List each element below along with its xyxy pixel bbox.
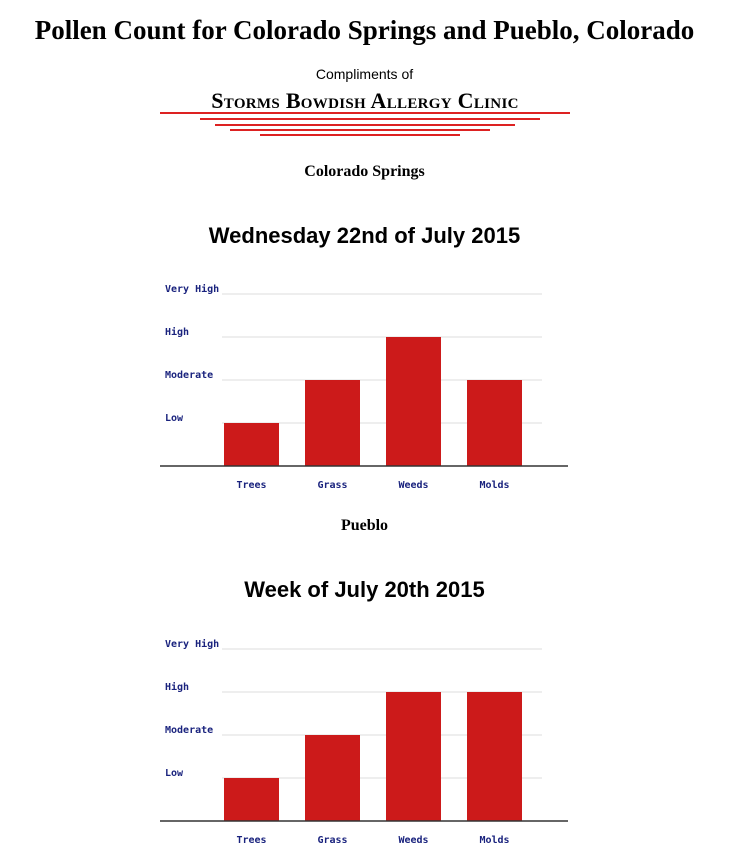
chart-title-pueblo: Week of July 20th 2015 <box>244 577 485 602</box>
clinic-name: Storms Bowdish Allergy Clinic <box>211 88 519 113</box>
bar-weeds <box>386 337 441 466</box>
compliments-text: Compliments of <box>315 66 414 82</box>
chart-colorado-springs <box>150 276 580 511</box>
page-title: Pollen Count for Colorado Springs and Pueblo, Colorado <box>34 15 695 45</box>
y-tick-label: Moderate <box>165 725 214 736</box>
y-tick-label: High <box>165 682 190 693</box>
bar-molds <box>467 692 522 821</box>
chart-pueblo <box>150 631 580 866</box>
x-tick-label: Grass <box>317 835 348 846</box>
y-tick-label: High <box>165 327 190 338</box>
y-tick-label: Low <box>165 768 184 779</box>
logo-underline-lines <box>160 86 570 142</box>
y-tick-label: Very High <box>165 284 220 295</box>
x-tick-label: Trees <box>236 480 267 491</box>
bar-trees <box>224 423 279 466</box>
y-tick-label: Moderate <box>165 370 214 381</box>
bar-grass <box>305 735 360 821</box>
bar-weeds <box>386 692 441 821</box>
bar-molds <box>467 380 522 466</box>
y-tick-label: Very High <box>165 639 220 650</box>
bar-trees <box>224 778 279 821</box>
x-tick-label: Trees <box>236 835 267 846</box>
x-tick-label: Grass <box>317 480 348 491</box>
bar-grass <box>305 380 360 466</box>
x-tick-label: Weeds <box>398 480 429 491</box>
section-label-colorado-springs: Colorado Springs <box>304 163 425 180</box>
y-tick-label: Low <box>165 413 184 424</box>
clinic-logo <box>160 86 570 142</box>
x-tick-label: Molds <box>479 835 510 846</box>
x-tick-label: Weeds <box>398 835 429 846</box>
chart-title-colorado-springs: Wednesday 22nd of July 2015 <box>208 223 521 248</box>
section-label-pueblo: Pueblo <box>340 517 389 534</box>
x-tick-label: Molds <box>479 480 510 491</box>
